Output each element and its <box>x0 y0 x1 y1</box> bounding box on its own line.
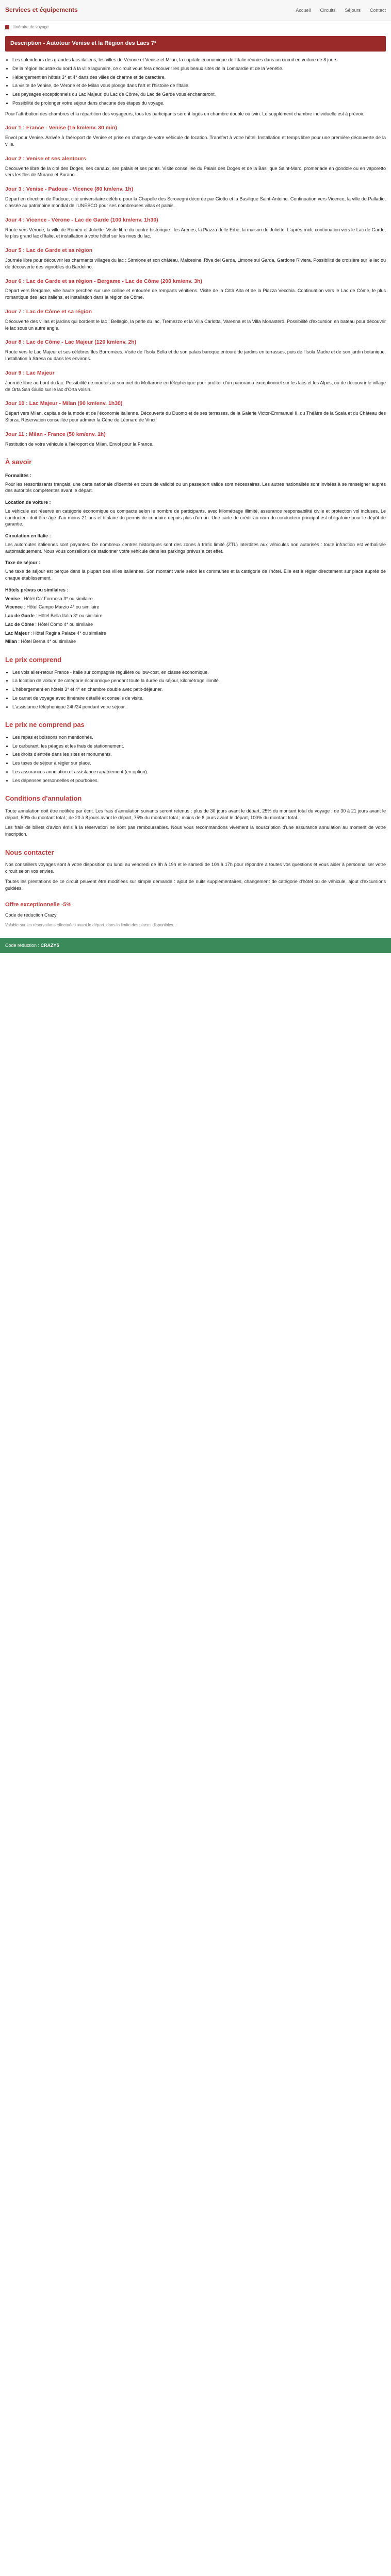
day-title: Jour 8 : Lac de Côme - Lac Majeur (120 km/env. 2h) <box>5 339 137 346</box>
list-item: • Les droits d'entrée dans les sites et monuments. <box>12 751 386 758</box>
day-text: Restitution de votre véhicule à l'aéroport de Milan. Envol pour la France. <box>5 441 154 447</box>
day-3 <box>5 185 386 209</box>
list-item: • Les splendeurs des grandes lacs italiens, les villes de Vérone et Venise et Milan, la capitale économique de l'Italie réunies dans un circuit en voiture de 8 jours. <box>12 57 386 63</box>
info-label: Taxe de séjour : <box>5 560 40 566</box>
info-block <box>5 499 386 528</box>
offer-note: Valable sur les réservations effectuées avant le départ, dans la limite des places disponibles. <box>5 922 174 927</box>
site-brand[interactable]: Services et équipements <box>5 6 78 14</box>
day-title: Jour 2 : Venise et ses alentours <box>5 155 86 162</box>
hotel-name: Hôtel Ca' Formosa 3* ou similaire <box>24 596 93 601</box>
list-item: • L'hébergement en hôtels 3* et 4* en chambre double avec petit-déjeuner. <box>12 686 386 693</box>
day-10 <box>5 400 386 423</box>
section-title-conditions: Conditions d'annulation <box>5 794 82 803</box>
day-text: Route vers Vérone, la ville de Roméo et Juliette. Visite libre du centre historique : les Arènes, la Piazza delle Erbe, la maison de Juliette. L'après-midi, continuation vers le Lac de Garde, le plus grand lac d'Italie, et installation à votre hôtel sur les rives du lac. <box>5 227 386 239</box>
hotel-city: Lac Majeur <box>5 630 30 636</box>
hotel-city: Lac de Garde <box>5 613 35 619</box>
day-8 <box>5 338 386 362</box>
day-title: Jour 3 : Venise - Padoue - Vicence (80 km/env. 1h) <box>5 186 134 193</box>
list-item: • Les taxes de séjour à régler sur place. <box>12 760 386 767</box>
list-item: Milan : Hôtel Berna 4* ou similaire <box>5 639 76 645</box>
hotel-city: Vicence <box>5 604 23 610</box>
info-text: Une taxe de séjour est perçue dans la plupart des villes italiennes. Son montant varie selon les communes et la catégorie de l'hôtel. Elle est à régler directement sur place auprès de chaque établissement. <box>5 569 386 581</box>
info-block <box>5 560 386 581</box>
price-included-list <box>5 669 386 710</box>
day-11 <box>5 431 386 448</box>
section-title-prix-ne-comprend-pas: Le prix ne comprend pas <box>5 721 85 729</box>
conditions-text: Toute annulation doit être notifiée par écrit. Les frais d'annulation suivants seront retenus : plus de 30 jours avant le départ, 25% du montant total du voyage ; de 30 à 21 jours avant le départ, 50% du montant total ; de 20 à 8 jours avant le départ, 75% du montant total ; moins de 8 jours avant le départ, 100% du montant total. <box>5 808 386 820</box>
list-item: • Les paysages exceptionnels du Lac Majeur, du Lac de Côme, du Lac de Garde vous enchanteront. <box>12 91 386 98</box>
day-9 <box>5 369 386 393</box>
list-item: • Les repas et boissons non mentionnés. <box>12 734 386 741</box>
day-text: Route vers le Lac Majeur et ses célèbres îles Borromées. Visite de l'Isola Bella et de son palais baroque entouré de jardins en terrasses, puis de l'Isola Madre et de son jardin botanique. Installation à Stresa ou dans les environs. <box>5 349 386 362</box>
info-text: Le véhicule est réservé en catégorie économique ou compacte selon le nombre de participants, avec kilométrage illimité, assurance responsabilité civile et protection vol incluses. Le conducteur doit être âgé d'au moins 21 ans et titulaire du permis de conduire depuis plus d'un an. Une carte de crédit au nom du conducteur principal est obligatoire pour le dépôt de garantie. <box>5 508 386 527</box>
nav-item-sejours[interactable]: Séjours <box>345 7 361 13</box>
day-text: Découverte libre de la cité des Doges, ses canaux, ses palais et ses ponts. Visite conseillée du Palais des Doges et de la Basilique Saint-Marc, promenade en gondole ou en vaporetto vers les îles de Murano et Burano. <box>5 165 386 178</box>
list-item: • Hébergement en hôtels 3* et 4* dans des villes de charme et de caractère. <box>12 74 386 81</box>
info-label: Location de voiture : <box>5 500 51 505</box>
day-title: Jour 9 : Lac Majeur <box>5 369 55 376</box>
page <box>0 0 391 953</box>
day-5 <box>5 247 386 270</box>
info-label: Formalités : <box>5 472 32 478</box>
day-7 <box>5 308 386 331</box>
intro-list <box>5 57 386 107</box>
section-title-contact: Nous contacter <box>5 848 54 856</box>
info-block <box>5 533 386 554</box>
nav-item-accueil[interactable]: Accueil <box>296 7 311 13</box>
contact-text: Toutes les prestations de ce circuit peuvent être modifiées sur simple demande : ajout de nuits supplémentaires, changement de catégorie d'hôtel ou de véhicule, ajout d'excursions guidées. <box>5 878 386 891</box>
home-icon[interactable] <box>5 25 9 29</box>
list-item: • Les dépenses personnelles et pourboires. <box>12 777 386 784</box>
breadcrumb-label[interactable]: Itinéraire de voyage <box>12 25 49 29</box>
section-title-prix-comprend: Le prix comprend <box>5 656 62 664</box>
contact-text: Nos conseillers voyages sont à votre disposition du lundi au vendredi de 9h à 19h et le samedi de 10h à 17h pour répondre à toutes vos questions et vous aider à personnaliser votre circuit selon vos envies. <box>5 862 386 874</box>
list-item: • Les vols aller-retour France - Italie sur compagnie régulière ou low-cost, en classe économique. <box>12 669 386 676</box>
main-nav <box>296 7 386 14</box>
day-title: Jour 11 : Milan - France (50 km/env. 1h) <box>5 431 106 437</box>
main-content <box>0 36 391 928</box>
day-text: Envol pour Venise. Arrivée à l'aéroport de Venise et prise en charge de votre véhicule de location. Transfert à votre hôtel. Installation et temps libre pour une première découverte de la ville. <box>5 135 386 147</box>
promo-label: Code réduction : <box>5 943 40 948</box>
list-item: • De la région lacustre du nord à la ville lagunaire, ce circuit vous fera découvrir les plus beaux sites de la Lombardie et de la Vénétie. <box>12 65 386 72</box>
info-block <box>5 587 386 594</box>
list-item: • L'assistance téléphonique 24h/24 pendant votre séjour. <box>12 704 386 710</box>
hotel-list <box>5 596 386 646</box>
hotel-city: Milan <box>5 639 18 645</box>
hotel-name: Hôtel Bella Italia 3* ou similaire <box>38 613 103 619</box>
day-title: Jour 4 : Vicence - Vérone - Lac de Garde (100 km/env. 1h30) <box>5 216 158 223</box>
breadcrumb <box>0 21 391 33</box>
section-title-a-savoir: À savoir <box>5 458 32 466</box>
list-item: Venise : Hôtel Ca' Formosa 3* ou similaire <box>5 596 93 601</box>
day-title: Jour 6 : Lac de Garde et sa région - Bergame - Lac de Côme (200 km/env. 3h) <box>5 278 203 284</box>
info-label: Circulation en Italie : <box>5 533 51 539</box>
top-bar <box>0 0 391 21</box>
info-label: Hôtels prévus ou similaires : <box>5 587 69 592</box>
hotel-name: Hôtel Berna 4* ou similaire <box>21 639 76 645</box>
day-text: Départ en direction de Padoue, cité universitaire célèbre pour la Chapelle des Scrovegni décorée par Giotto et la Basilique Saint-Antoine. Continuation vers Vicence, la ville de Palladio, classée au patrimoine mondial de l'UNESCO pour ses nombreuses villas et palais. <box>5 196 386 208</box>
list-item: • Le carburant, les péages et les frais de stationnement. <box>12 743 386 750</box>
day-title: Jour 7 : Lac de Côme et sa région <box>5 308 92 315</box>
day-text: Découverte des villas et jardins qui bordent le lac : Bellagio, la perle du lac, Tremezzo et la Villa Carlotta, Varenna et la Villa Monastero. Possibilité d'excursion en bateau pour découvrir le lac sous un autre angle. <box>5 318 386 331</box>
day-text: Départ vers Milan, capitale de la mode et de l'économie italienne. Découverte du Duomo et de ses terrasses, de la Galerie Victor-Emmanuel II, du Théâtre de la Scala et du Château des Sforza. Réservation conseillée pour admirer la Cène de Léonard de Vinci. <box>5 411 386 422</box>
info-block <box>5 472 386 494</box>
list-item: • La visite de Venise, de Vérone et de Milan vous plonge dans l'art et l'histoire de l'Italie. <box>12 82 386 89</box>
list-item: Vicence : Hôtel Campo Marzio 4* ou similaire <box>5 604 100 610</box>
list-item: • Possibilité de prolonger votre séjour dans chacune des étapes du voyage. <box>12 100 386 107</box>
conditions-text: Les frais de billets d'avion émis à la réservation ne sont pas remboursables. Nous vous recommandons vivement la souscription d'une assurance annulation au moment de votre inscription. <box>5 825 386 837</box>
intro-text: Pour l'attribution des chambres et la répartition des voyageurs, tous les participants seront logés en chambre double ou twin. Le supplément chambre individuelle est à prévoir. <box>5 111 365 116</box>
day-text: Journée libre au bord du lac. Possibilité de monter au sommet du Mottarone en téléphérique pour profiter d'un panorama exceptionnel sur les lacs et les Alpes, ou de découvrir le village de Orta San Giulio sur le lac d'Orta voisin. <box>5 380 386 392</box>
list-item: Lac Majeur : Hôtel Regina Palace 4* ou similaire <box>5 630 106 636</box>
day-4 <box>5 216 386 240</box>
hotel-city: Lac de Côme <box>5 621 35 627</box>
info-text: Les autoroutes italiennes sont payantes. De nombreux centres historiques sont des zones à trafic limité (ZTL) interdites aux véhicules non autorisés : toute infraction est verbalisée automatiquement. Nous vous conseillons de stationner votre véhicule dans les parkings prévus à cet effet. <box>5 541 386 554</box>
price-excluded-list <box>5 734 386 784</box>
day-1 <box>5 124 386 147</box>
day-text: Journée libre pour découvrir les charmants villages du lac : Sirmione et son château, Malcesine, Riva del Garda, Limone sul Garda, Gardone Riviera. Possibilité de croisière sur le lac ou de découverte des vignobles du Bardolino. <box>5 257 386 269</box>
list-item: Lac de Côme : Hôtel Como 4* ou similaire <box>5 621 93 627</box>
promo-footer <box>0 938 391 953</box>
day-6 <box>5 278 386 301</box>
list-item: Lac de Garde : Hôtel Bella Italia 3* ou similaire <box>5 613 103 619</box>
day-title: Jour 10 : Lac Majeur - Milan (90 km/env. 1h30) <box>5 400 123 407</box>
day-2 <box>5 155 386 178</box>
nav-item-circuits[interactable]: Circuits <box>320 7 336 13</box>
hotel-name: Hôtel Regina Palace 4* ou similaire <box>33 630 106 636</box>
day-text: Départ vers Bergame, ville haute perchée sur une colline et entourée de remparts vénitiens. Visite de la Città Alta et de la Piazza Vecchia. Continuation vers le Lac de Côme, le plus romantique des lacs italiens, et installation dans la région de Côme. <box>5 288 386 300</box>
info-text: Pour les ressortissants français, une carte nationale d'identité en cours de validité ou un passeport valide sont nécessaires. Les autres nationalités sont invitées à se renseigner auprès des autorités compétentes avant le départ. <box>5 481 386 494</box>
offer-text: Code de réduction Crazy <box>5 912 57 918</box>
hotel-name: Hôtel Campo Marzio 4* ou similaire <box>26 604 100 610</box>
list-item: • Le carnet de voyage avec itinéraire détaillé et conseils de visite. <box>12 695 386 702</box>
day-title: Jour 5 : Lac de Garde et sa région <box>5 247 93 254</box>
offer-title: Offre exceptionnelle -5% <box>5 901 72 908</box>
list-item: • Les assurances annulation et assistance rapatriement (en option). <box>12 769 386 775</box>
nav-item-contact[interactable]: Contact <box>369 7 386 13</box>
hotel-name: Hôtel Como 4* ou similaire <box>38 621 93 627</box>
promo-code[interactable]: CRAZY5 <box>40 943 59 948</box>
page-title: Description - Autotour Venise et la Région des Lacs 7* <box>5 36 386 52</box>
hotel-city: Venise <box>5 596 20 601</box>
day-title: Jour 1 : France - Venise (15 km/env. 30 min) <box>5 125 117 131</box>
list-item: • La location de voiture de catégorie économique pendant toute la durée du séjour, kilométrage illimité. <box>12 677 386 684</box>
